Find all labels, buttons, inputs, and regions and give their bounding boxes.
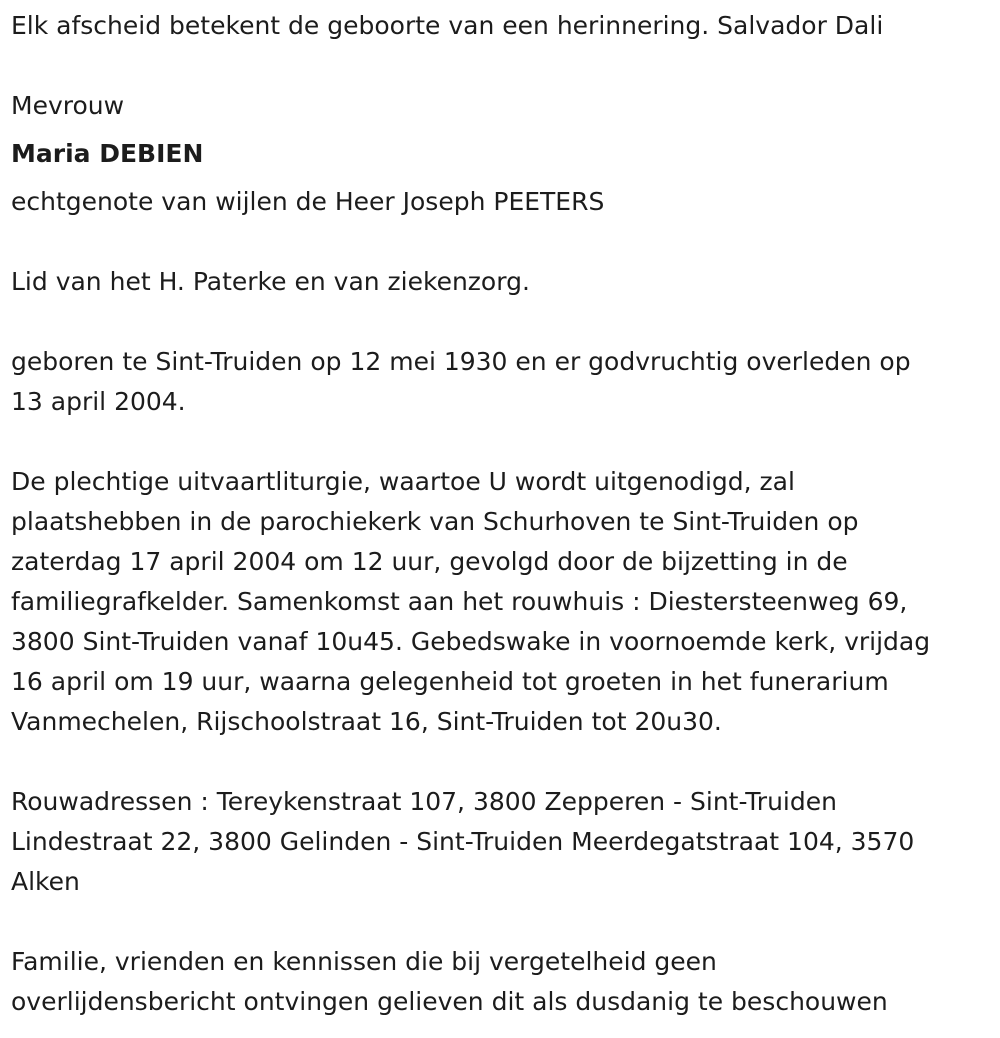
paragraph-line: 13 april 2004. xyxy=(11,387,186,416)
spacer xyxy=(11,174,1000,182)
paragraph-line: 16 april om 19 uur, waarna gelegenheid tot groeten in het funerarium xyxy=(11,667,889,696)
spouse-text: echtgenote van wijlen de Heer Joseph PEETERS xyxy=(11,187,605,216)
spacer xyxy=(11,302,1000,342)
paragraph-line: Rouwadressen : Tereykenstraat 107, 3800 Zepperen - Sint-Truiden xyxy=(11,787,837,816)
addresses-paragraph xyxy=(11,782,1000,902)
paragraph-line: 3800 Sint-Truiden vanaf 10u45. Gebedswake in voornoemde kerk, vrijdag xyxy=(11,627,931,656)
spacer xyxy=(11,222,1000,262)
spacer xyxy=(11,126,1000,134)
paragraph-line: geboren te Sint-Truiden op 12 mei 1930 en er godvruchtig overleden op xyxy=(11,347,911,376)
spacer xyxy=(11,422,1000,462)
paragraph-line: Alken xyxy=(11,867,80,896)
birth-death-paragraph xyxy=(11,342,1000,422)
spacer xyxy=(11,742,1000,782)
spacer xyxy=(11,46,1000,86)
salutation: Mevrouw xyxy=(11,91,125,120)
spacer xyxy=(11,902,1000,942)
paragraph-line: Vanmechelen, Rijschoolstraat 16, Sint-Truiden tot 20u30. xyxy=(11,707,722,736)
closing-paragraph xyxy=(11,942,1000,1022)
deceased-name: Maria DEBIEN xyxy=(11,139,204,168)
paragraph-line: Familie, vrienden en kennissen die bij vergetelheid geen xyxy=(11,947,717,976)
paragraph-line: Lindestraat 22, 3800 Gelinden - Sint-Truiden Meerdegatstraat 104, 3570 xyxy=(11,827,915,856)
paragraph-line: overlijdensbericht ontvingen gelieven dit als dusdanig te beschouwen xyxy=(11,987,888,1016)
membership-text: Lid van het H. Paterke en van ziekenzorg. xyxy=(11,267,530,296)
paragraph-line: familiegrafkelder. Samenkomst aan het rouwhuis : Diestersteenweg 69, xyxy=(11,587,908,616)
paragraph-line: De plechtige uitvaartliturgie, waartoe U wordt uitgenodigd, zal xyxy=(11,467,795,496)
paragraph-line: zaterdag 17 april 2004 om 12 uur, gevolgd door de bijzetting in de xyxy=(11,547,848,576)
paragraph-line: plaatshebben in de parochiekerk van Schurhoven te Sint-Truiden op xyxy=(11,507,859,536)
funeral-paragraph xyxy=(11,462,1000,742)
quote-text: Elk afscheid betekent de geboorte van een herinnering. Salvador Dali xyxy=(11,11,884,40)
